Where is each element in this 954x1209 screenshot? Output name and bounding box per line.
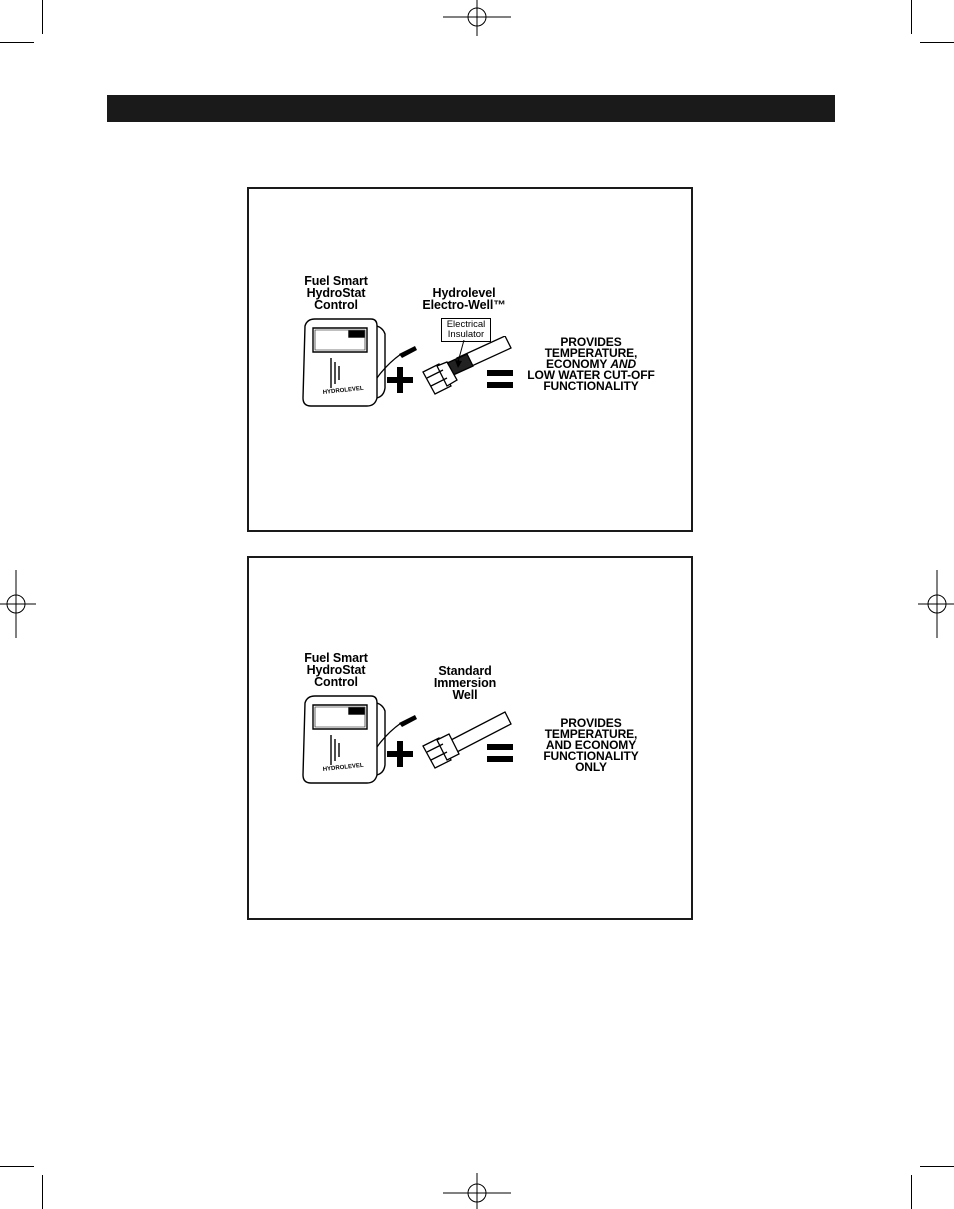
well-label: Hydrolevel Electro-Well™	[422, 286, 506, 312]
header-bar	[107, 95, 835, 122]
well-label: Standard Immersion Well	[433, 664, 497, 702]
result-line: TEMPERATURE,	[544, 727, 638, 741]
result-text	[517, 718, 665, 773]
result-line-text: ECONOMY	[545, 357, 611, 371]
svg-text:HYDROLEVEL: HYDROLEVEL	[322, 762, 364, 773]
svg-text:HYDROLEVEL: HYDROLEVEL	[322, 385, 364, 396]
sensor-lead-icon	[371, 344, 421, 384]
equals-icon	[487, 744, 513, 762]
sensor-lead-icon	[371, 713, 421, 753]
registration-mark-icon	[443, 0, 511, 36]
immersion-well-panel	[247, 556, 693, 920]
result-line: PROVIDES	[560, 716, 622, 730]
result-line: AND ECONOMY	[545, 738, 637, 752]
result-line: TEMPERATURE,	[544, 346, 638, 360]
electro-well-panel	[247, 187, 693, 532]
result-line-emphasis: AND	[610, 357, 637, 371]
control-label: Fuel Smart HydroStat Control	[304, 651, 368, 689]
result-line: FUNCTIONALITY	[543, 749, 639, 763]
equals-icon	[487, 370, 513, 388]
result-line: PROVIDES	[560, 335, 622, 349]
electrical-insulator-callout: Electrical Insulator	[441, 318, 491, 342]
result-line: FUNCTIONALITY	[543, 379, 639, 393]
result-text	[517, 337, 665, 392]
result-line: ONLY	[575, 760, 607, 774]
result-line: LOW WATER CUT-OFF	[527, 368, 655, 382]
callout-arrow-icon	[452, 340, 472, 370]
control-label: Fuel Smart HydroStat Control	[304, 274, 368, 312]
